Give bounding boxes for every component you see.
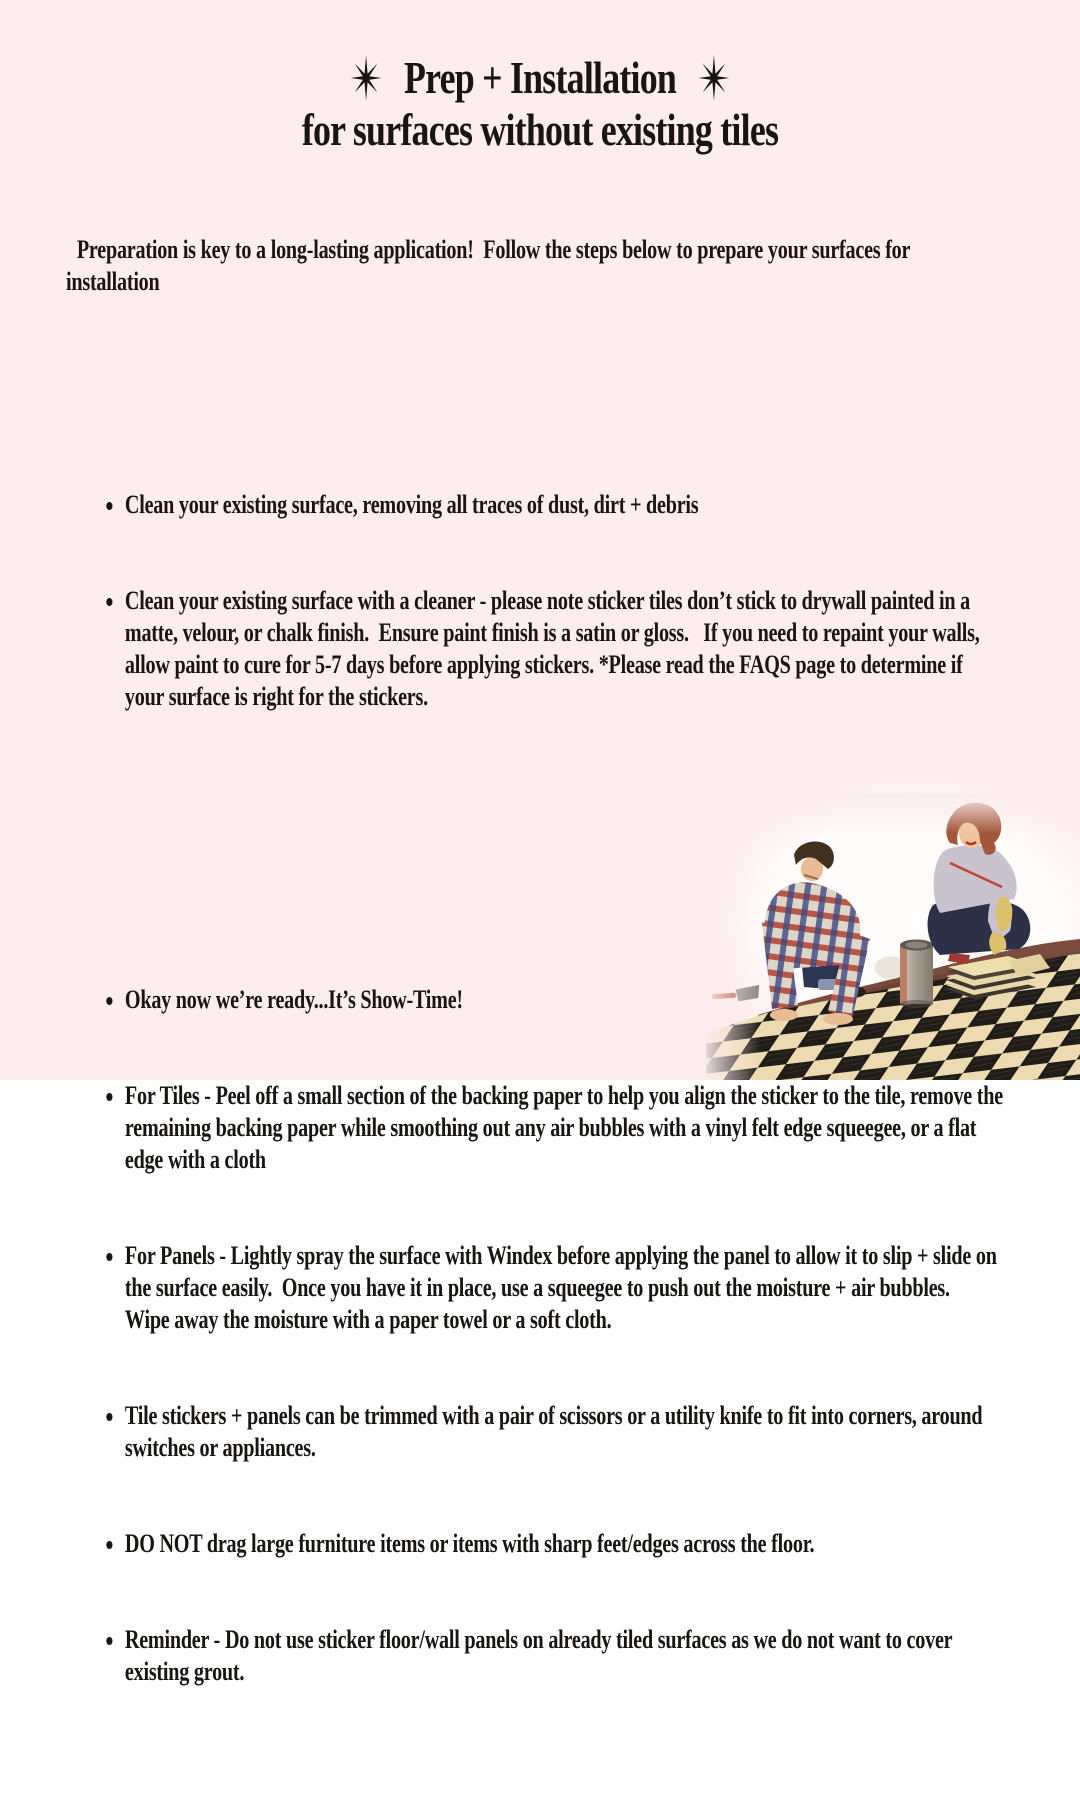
list-item: • Tile stickers + panels can be trimmed with a pair of scissors or a utility knife to fit into corners, around switches or appliances. [123, 1400, 1003, 1464]
man-right-hand [823, 1013, 853, 1025]
man-left-hand [770, 1009, 798, 1021]
list-item: • Clean your existing surface, removing all traces of dust, dirt + debris [123, 489, 1003, 521]
cleaning-steps-list [66, 425, 1004, 777]
title-line1-text: Prep + Installation [403, 52, 677, 103]
sparkle-icon-left [348, 55, 384, 101]
couple-tiling-illustration [700, 793, 1080, 1080]
page-title [119, 52, 961, 104]
list-item: • Okay now we’re ready...It’s Show-Time! [123, 984, 1003, 1016]
list-item: • Reminder - Do not use sticker floor/wall panels on already tiled surfaces as we do not want to cover existing grout. [123, 1624, 1003, 1688]
intro-paragraph: Preparation is key to a long-lasting application! Follow the steps below to prepare your surfaces for installation [66, 235, 915, 296]
list-item: • Clean your existing surface with a cleaner - please note sticker tiles don’t stick to drywall painted in a matte, velour, or chalk finish. Ensure paint finish is a satin or gloss. If you need to repaint your walls, allow paint to cure for 5-7 days before applying stickers. *Please read the FAQS page to determine if your surface is right for the stickers. [123, 585, 1003, 713]
list-item: • For Tiles - Peel off a small section of the backing paper to help you align the sticker to the tile, remove the remaining backing paper while smoothing out any air bubbles with a vinyl felt edge squeegee, or a flat edge with a cloth [123, 1080, 1003, 1176]
list-item: • For Panels - Lightly spray the surface with Windex before applying the panel to allow it to slip + slide on the surface easily. Once you have it in place, use a squeegee to push out the moisture + air bubbles. Wipe away the moisture with a paper towel or a soft cloth. [123, 1240, 1003, 1336]
list-item: • DO NOT drag large furniture items or items with sharp feet/edges across the floor. [123, 1528, 1003, 1560]
paint-can [900, 940, 933, 1009]
title-block [0, 52, 1080, 156]
fade-left [700, 793, 760, 1080]
sparkle-icon-right [696, 55, 732, 101]
fade-top [700, 793, 1080, 833]
page-subtitle: for surfaces without existing tiles [301, 104, 779, 155]
